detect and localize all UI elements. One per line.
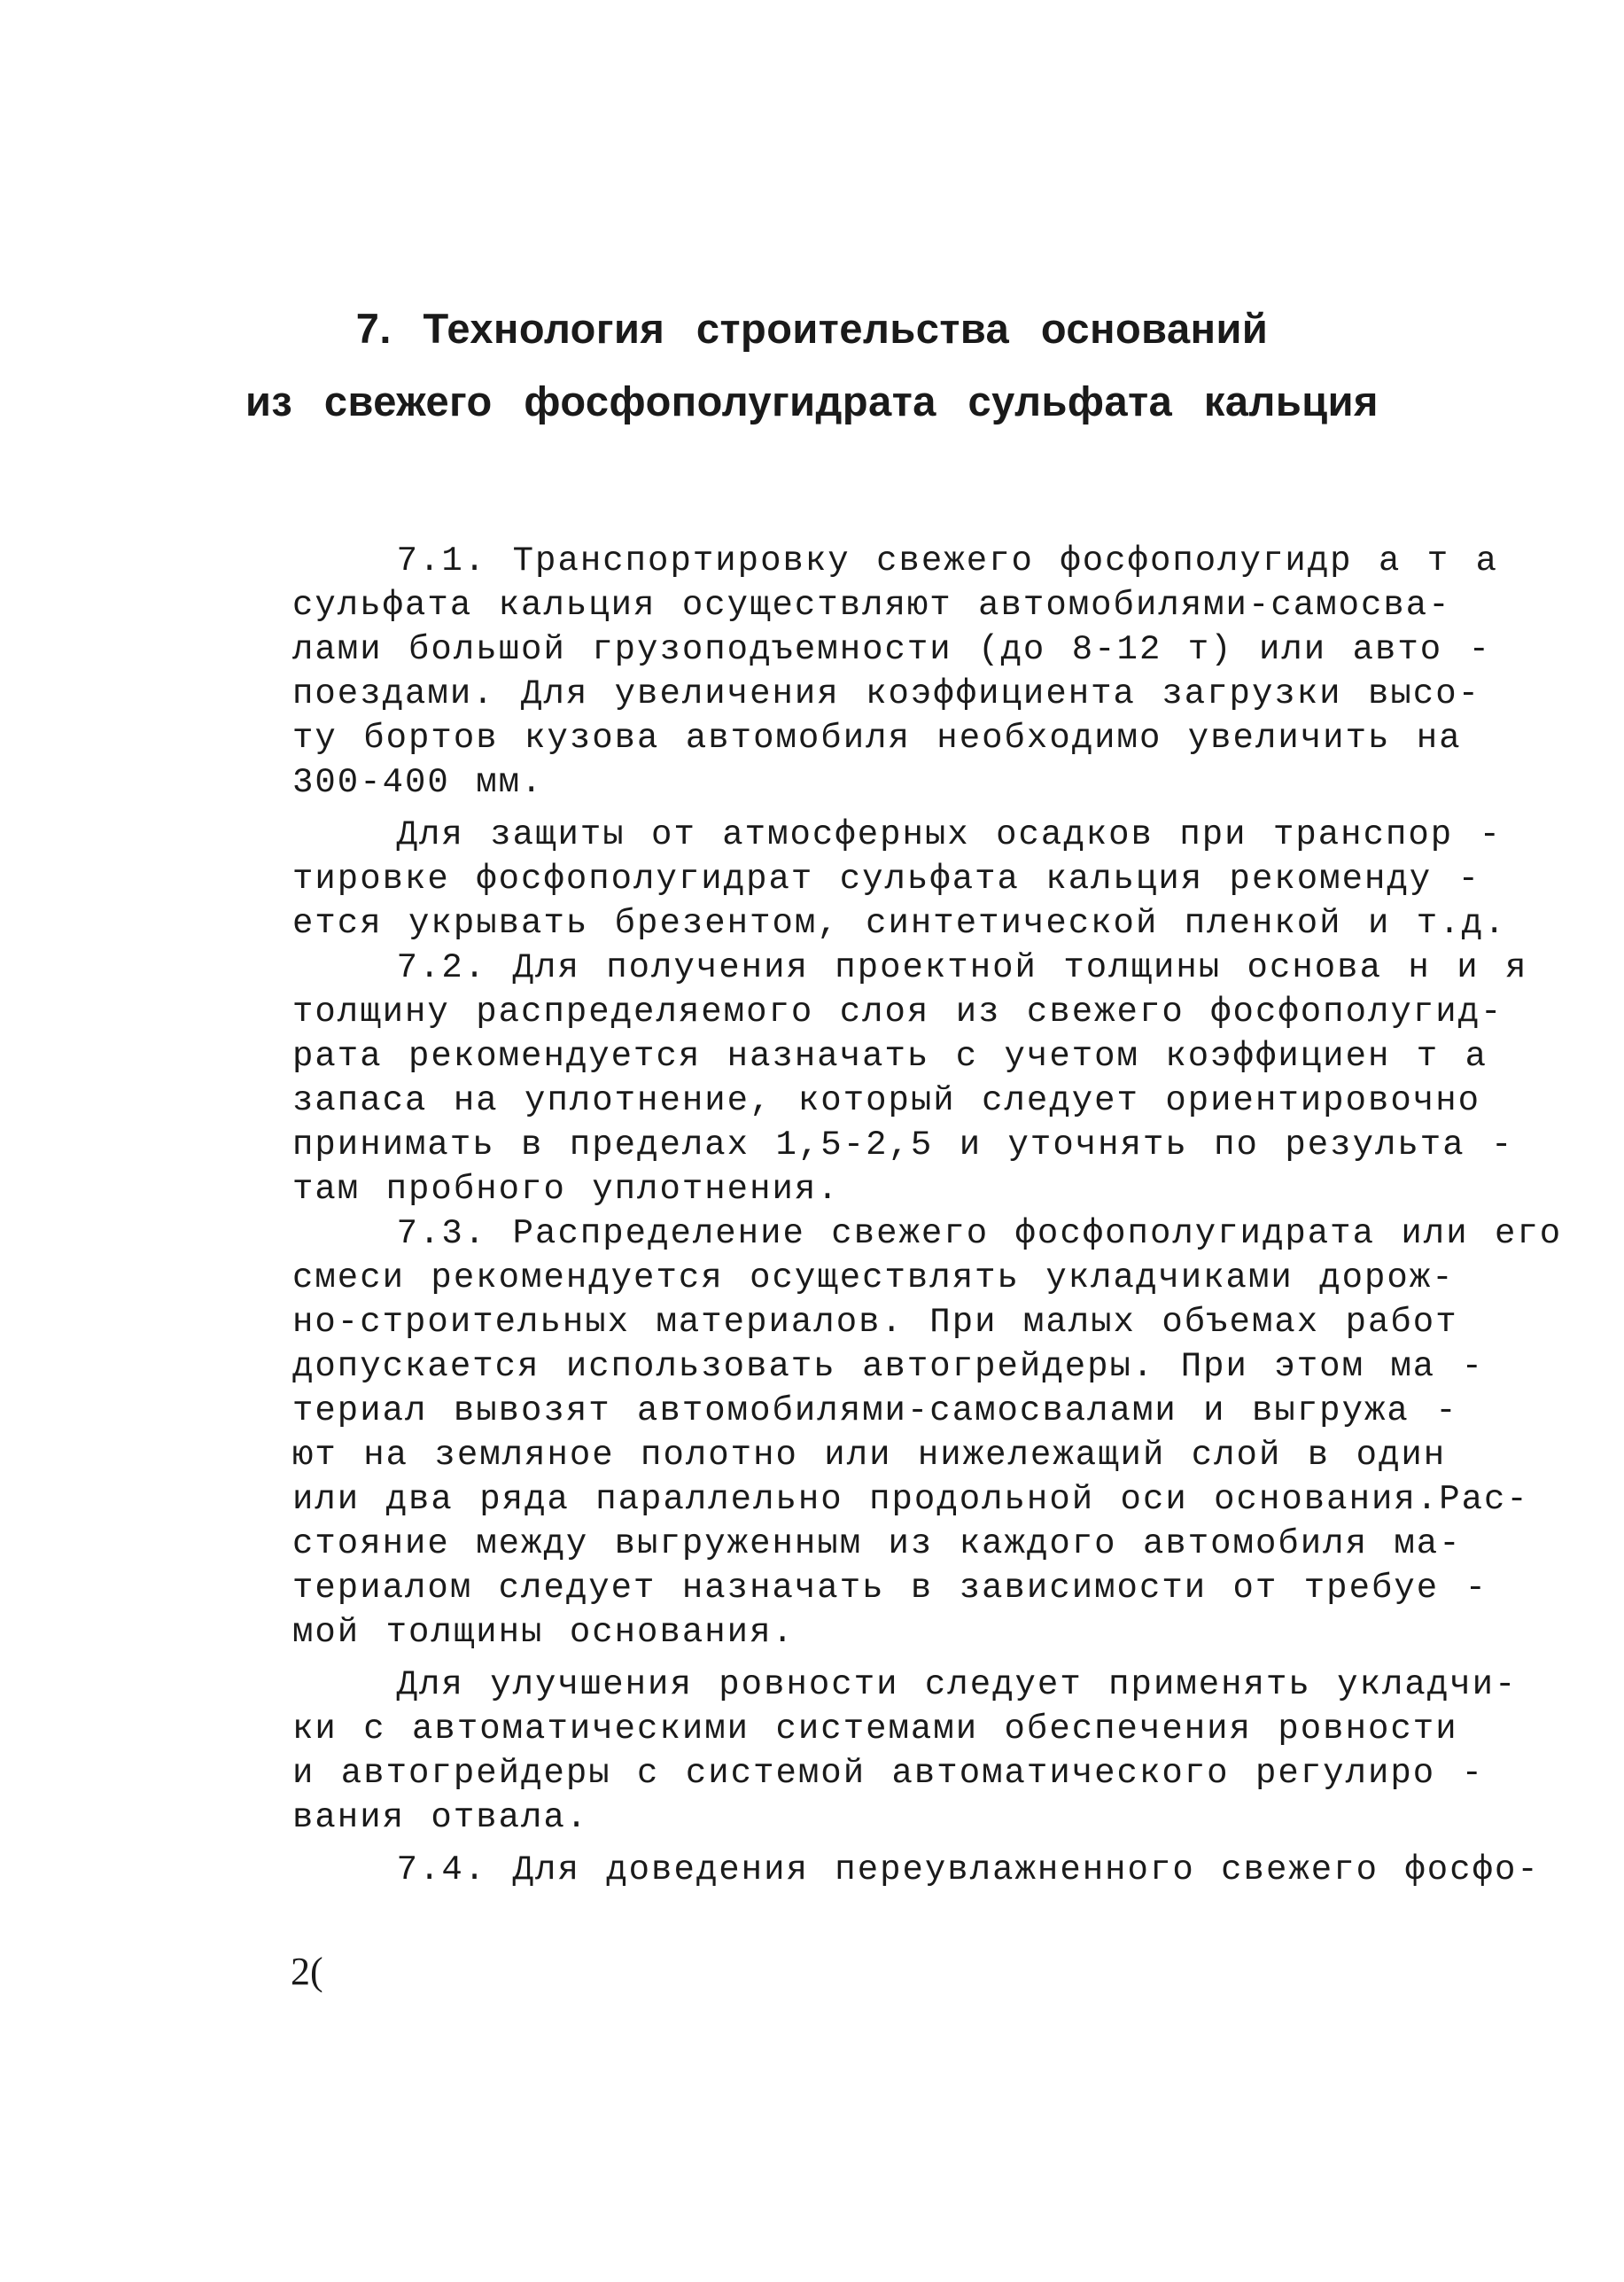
text-line: допускается использовать автогрейдеры. При этом ма -: [292, 1347, 1484, 1386]
text-line: сульфата кальция осуществляют автомобилями-самосва-: [292, 586, 1451, 625]
body-text: [292, 539, 1563, 1892]
section-heading-line-1: 7. Технология строительства оснований: [355, 305, 1269, 352]
text-line: 7.3. Распределение свежего фосфополугидрата или его: [292, 1214, 1563, 1253]
text-line: Для улучшения ровности следует применять укладчи-: [292, 1665, 1518, 1704]
section-heading-line-2: из свежего фосфополугидрата сульфата кальция: [245, 378, 1379, 424]
text-line: ют на земляное полотно или нижележащий слой в один: [292, 1436, 1447, 1475]
text-line: смеси рекомендуется осуществлять укладчиками дорож-: [292, 1258, 1455, 1297]
text-line: 7.1. Транспортировку свежего фосфополугидр а т а: [292, 541, 1498, 580]
text-line: но-строительных материалов. При малых объемах работ: [292, 1303, 1458, 1342]
text-line: вания отвала.: [292, 1798, 589, 1837]
text-line: и автогрейдеры с системой автоматического регулиро -: [292, 1754, 1484, 1793]
paragraph-7-2: [292, 946, 1528, 1211]
section-heading: [0, 292, 1624, 438]
text-line: 300-400 мм.: [292, 763, 544, 802]
text-line: толщину распределяемого слоя из свежего фосфополугид-: [292, 993, 1504, 1032]
text-line: териалом следует назначать в зависимости от требуе -: [292, 1569, 1488, 1608]
text-line: рата рекомендуется назначать с учетом коэффициен т а: [292, 1037, 1488, 1076]
text-line: стояние между выгруженным из каждого автомобиля ма-: [292, 1524, 1462, 1563]
text-line: запаса на уплотнение, который следует ориентировочно: [292, 1081, 1480, 1120]
paragraph-7-3: [292, 1211, 1563, 1655]
text-line: 7.4. Для доведения переувлажненного свежего фосфо-: [292, 1850, 1540, 1889]
paragraph-weather-protection: [292, 813, 1507, 946]
paragraph-7-1: [292, 539, 1498, 805]
text-line: мой толщины основания.: [292, 1613, 795, 1652]
text-line: ется укрывать брезентом, синтетической пленкой и т.д.: [292, 904, 1507, 943]
text-line: там пробного уплотнения.: [292, 1170, 840, 1209]
text-line: 7.2. Для получения проектной толщины основа н и я: [292, 948, 1528, 987]
text-line: или два ряда параллельно продольной оси основания.Рас-: [292, 1480, 1529, 1519]
paragraph-7-4: [292, 1848, 1540, 1892]
text-line: лами большой грузоподъемности (до 8-12 т) или авто -: [292, 630, 1491, 669]
page-number: 2(: [291, 1950, 323, 1993]
text-line: териал вывозят автомобилями-самосвалами и выгружа -: [292, 1391, 1458, 1430]
text-line: поездами. Для увеличения коэффициента загрузки высо-: [292, 674, 1480, 713]
text-line: ки с автоматическими системами обеспечения ровности: [292, 1710, 1458, 1748]
text-line: принимать в пределах 1,5-2,5 и уточнять по результа -: [292, 1125, 1514, 1164]
text-line: Для защиты от атмосферных осадков при транспор -: [292, 815, 1502, 854]
text-line: ту бортов кузова автомобиля необходимо увеличить на: [292, 719, 1462, 758]
paragraph-evenness: [292, 1663, 1518, 1840]
text-line: тировке фосфополугидрат сульфата кальция рекоменду -: [292, 860, 1480, 899]
